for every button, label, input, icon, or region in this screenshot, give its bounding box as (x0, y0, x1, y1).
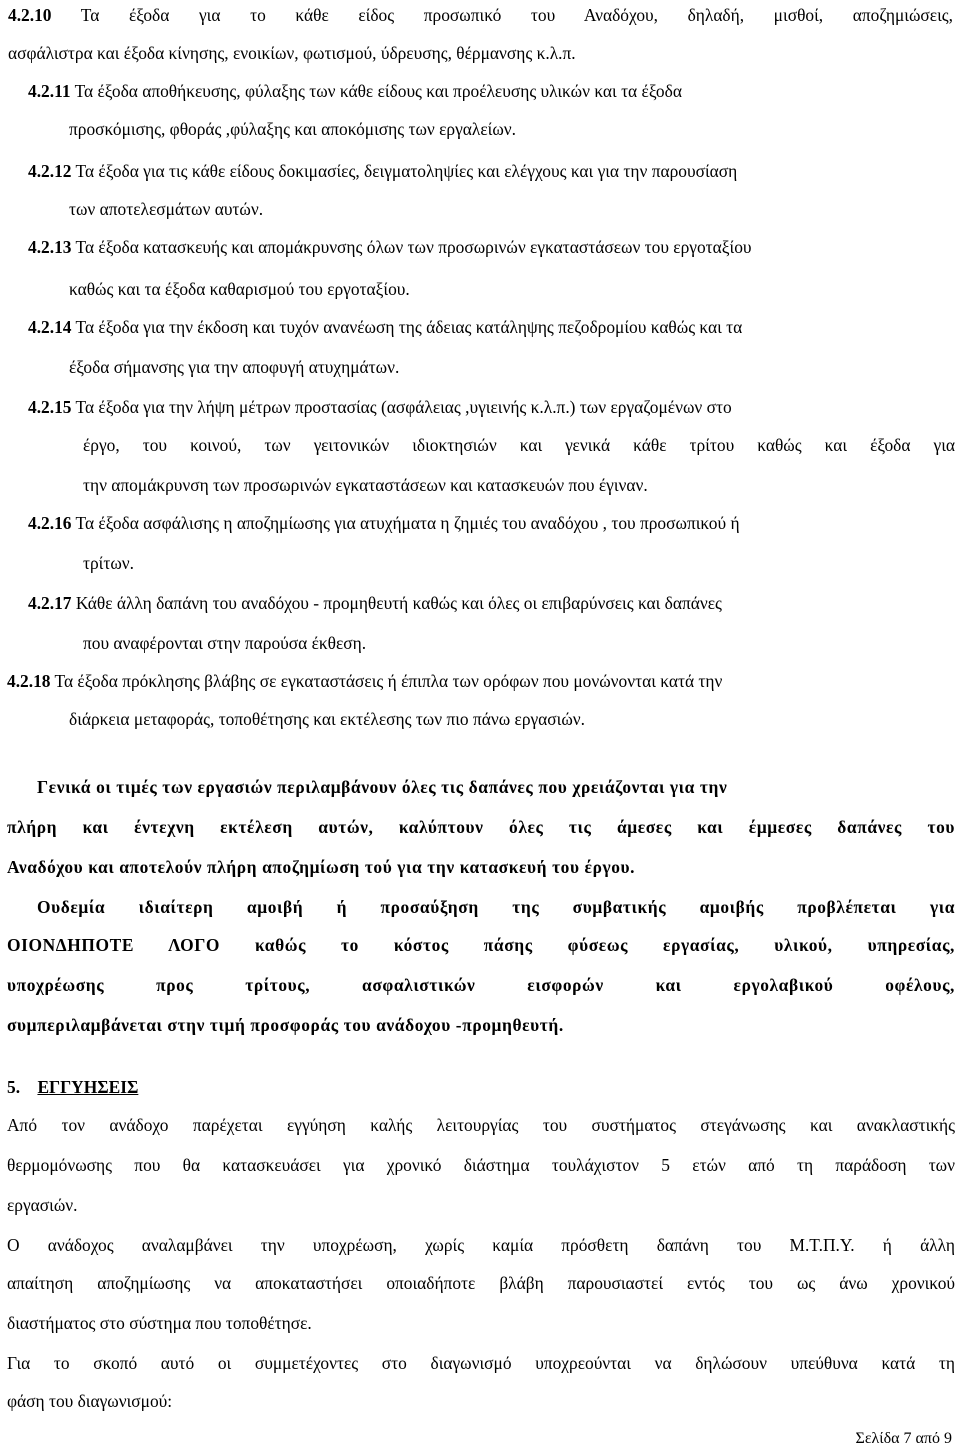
general-note-line: πλήρη και έντεχνη εκτέλεση αυτών, καλύπτουν όλες τις άμεσες και έμμεσες δαπάνες του (7, 817, 955, 837)
list-item-4-2-13 (28, 236, 752, 258)
item-number: 4.2.11 (28, 81, 71, 101)
general-note-line: Γενικά οι τιμές των εργασιών περιλαμβάνουν όλες τις δαπάνες που χρειάζονται για την (37, 777, 728, 797)
item-number: 4.2.18 (7, 671, 51, 691)
item-text: Τα έξοδα για το κάθε είδος προσωπικό του Αναδόχου, δηλαδή, μισθοί, αποζημιώσεις, (80, 5, 953, 25)
list-item-4-2-11 (28, 80, 682, 102)
item-text: Τα έξοδα αποθήκευσης, φύλαξης των κάθε είδους και προέλευσης υλικών και τα έξοδα (74, 81, 682, 101)
item-text: Τα έξοδα για την λήψη μέτρων προστασίας (ασφάλειας ,υγιεινής κ.λ.π.) των εργαζομένων στο (75, 397, 732, 417)
item-text: Τα έξοδα για τις κάθε είδους δοκιμασίες, δειγματοληψίες και ελέγχους και για την παρουσίαση (75, 161, 738, 181)
item-continuation: των αποτελεσμάτων αυτών. (69, 199, 264, 219)
item-text: Τα έξοδα κατασκευής και απομάκρυνσης όλων των προσωρινών εγκαταστάσεων του εργοταξίου (75, 237, 752, 257)
item-continuation: έργο, του κοινού, των γειτονικών ιδιοκτησιών και γενικά κάθε τρίτου καθώς και έξοδα για (83, 435, 955, 455)
item-number: 4.2.12 (28, 161, 72, 181)
item-continuation: καθώς και τα έξοδα καθαρισμού του εργοταξίου. (69, 279, 410, 299)
list-item-4-2-17 (28, 592, 722, 614)
list-item-4-2-10 (8, 4, 953, 26)
item-continuation: έξοδα σήμανσης για την αποφυγή ατυχημάτων. (69, 357, 400, 377)
item-continuation: που αναφέρονται στην παρούσα έκθεση. (83, 633, 367, 653)
item-continuation: την απομάκρυνση των προσωρινών εγκαταστάσεων και κατασκευών που έγιναν. (83, 475, 648, 495)
general-note-line: Αναδόχου και αποτελούν πλήρη αποζημίωση τού για την κατασκευή του έργου. (7, 857, 636, 877)
list-item-4-2-12 (28, 160, 737, 182)
page-number: Σελίδα 7 από 9 (855, 1430, 952, 1447)
section-paragraph-line: διαστήματος στο σύστημα που τοποθέτησε. (7, 1313, 312, 1333)
section-paragraph-line: Για το σκοπό αυτό οι συμμετέχοντες στο διαγωνισμό υποχρεούνται να δηλώσουν υπεύθυνα κατά τη (7, 1353, 955, 1373)
item-text: Τα έξοδα πρόκλησης βλάβης σε εγκαταστάσεις ή έπιπλα των ορόφων που μονώνονται κατά την (54, 671, 723, 691)
item-number: 4.2.15 (28, 397, 72, 417)
section-paragraph-line: Ο ανάδοχος αναλαμβάνει την υποχρέωση, χωρίς καμία πρόσθετη δαπάνη του Μ.Τ.Π.Υ. ή άλλη (7, 1235, 955, 1255)
no-extra-note-line: Ουδεμία ιδιαίτερη αμοιβή ή προσαύξηση της συμβατικής αμοιβής προβλέπεται για (37, 897, 955, 917)
item-text: Τα έξοδα για την έκδοση και τυχόν ανανέωση της άδειας κατάληψης πεζοδρομίου καθώς και τα (75, 317, 743, 337)
section-paragraph-line: φάση του διαγωνισμού: (7, 1391, 173, 1411)
list-item-4-2-14 (28, 316, 742, 338)
item-number: 4.2.10 (8, 5, 52, 25)
item-number: 4.2.16 (28, 513, 72, 533)
item-text: Κάθε άλλη δαπάνη του αναδόχου - προμηθευτή καθώς και όλες οι επιβαρύνσεις και δαπάνες (75, 593, 722, 613)
no-extra-note-line: ΟΙΟΝΔΗΠΟΤΕ ΛΟΓΟ καθώς το κόστος πάσης φύσεως εργασίας, υλικού, υπηρεσίας, (7, 935, 955, 955)
no-extra-note-line: υποχρέωσης προς τρίτους, ασφαλιστικών εισφορών και εργολαβικού οφέλους, (7, 975, 955, 995)
list-item-4-2-16 (28, 512, 740, 534)
item-continuation: τρίτων. (83, 553, 134, 573)
section-number: 5. (7, 1077, 21, 1097)
item-number: 4.2.14 (28, 317, 72, 337)
item-continuation: ασφάλιστρα και έξοδα κίνησης, ενοικίων, φωτισμού, ύδρευσης, θέρμανσης κ.λ.π. (8, 43, 576, 63)
section-title: ΕΓΓΥΗΣΕΙΣ (37, 1077, 139, 1097)
list-item-4-2-15 (28, 396, 732, 418)
section-paragraph-line: θερμομόνωσης που θα κατασκευάσει για χρονικό διάστημα τουλάχιστον 5 ετών από τη παράδοση των (7, 1155, 955, 1175)
section-paragraph-line: εργασιών. (7, 1195, 78, 1215)
section-heading (7, 1076, 138, 1098)
item-continuation: διάρκεια μεταφοράς, τοποθέτησης και εκτέλεσης των πιο πάνω εργασιών. (69, 709, 586, 729)
section-paragraph-line: απαίτηση αποζημίωσης να αποκαταστήσει οποιαδήποτε βλάβη παρουσιαστεί εντός του ως άνω χρονικού (7, 1273, 955, 1293)
item-number: 4.2.17 (28, 593, 72, 613)
list-item-4-2-18 (7, 670, 722, 692)
no-extra-note-line: συμπεριλαμβάνεται στην τιμή προσφοράς του ανάδοχου -προμηθευτή. (7, 1015, 564, 1035)
item-continuation: προσκόμισης, φθοράς ,φύλαξης και αποκόμισης των εργαλείων. (69, 119, 516, 139)
item-number: 4.2.13 (28, 237, 72, 257)
section-paragraph-line: Από τον ανάδοχο παρέχεται εγγύηση καλής λειτουργίας του συστήματος στεγάνωσης και ανακλαστικής (7, 1115, 955, 1135)
item-text: Τα έξοδα ασφάλισης η αποζημίωσης για ατυχήματα η ζημιές του αναδόχου , του προσωπικού ή (75, 513, 740, 533)
